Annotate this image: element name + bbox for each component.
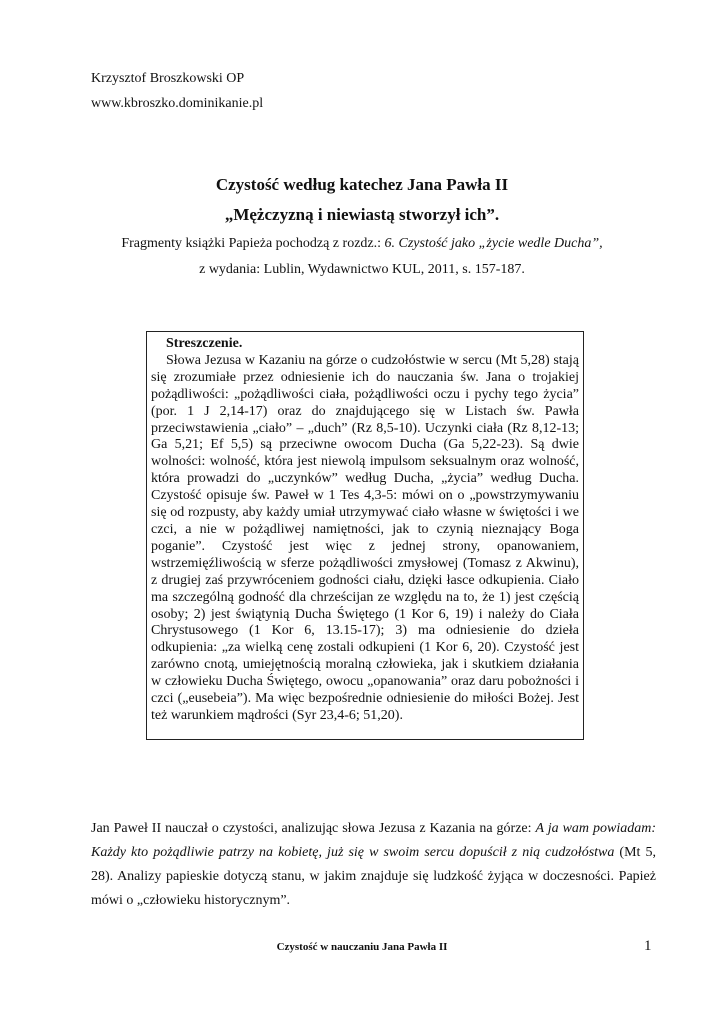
body-quote: A ja wam powiadam: Każdy kto pożądliwie patrzy na kobietę, już się w swoim sercu dopuścił z nią cudzołóstwa bbox=[91, 821, 656, 860]
author-name: Krzysztof Broszkowski OP bbox=[91, 71, 245, 86]
source-prefix: Fragmenty książki Papieża pochodzą z rozdz.: bbox=[121, 236, 385, 251]
body-after-quote: (Mt 5, 28). Analizy papieskie dotyczą stanu, w jakim znajduje się ludzkość żyjąca w doczesności. Papież mówi o „człowieku historycznym”. bbox=[91, 845, 656, 908]
website-url: www.kbroszko.dominikanie.pl bbox=[91, 96, 264, 111]
body-intro: Jan Paweł II nauczał o czystości, analizując słowa Jezusa z Kazania na górze: bbox=[91, 821, 536, 836]
summary-text: Słowa Jezusa w Kazaniu na górze o cudzołóstwie w sercu (Mt 5,28) stają się zrozumiałe przez odniesienie ich do nauczania św. Jana o trojakiej pożądliwości: „pożądliwości ciała, pożądliwości oczu i pychy tego życia” (por. 1 J 2,14-17) oraz do znajdującego się w Listach św. Pawła przeciwstawienia „ciało” – „duch” (Rz 8,5-10). Uczynki ciała (Rz 8,12-13; Ga 5,21; Ef 5,5) są przeciwne owocom Ducha (Ga 5,22-23). Są dwie wolności: wolność, która jest niewolą impulsom seksualnym oraz wolność, która prowadzi do „uczynków” według Ducha, „życia” według Ducha. Czystość opisuje św. Paweł w 1 Tes 4,3-5: mówi on o „powstrzymywaniu się od rozpusty, aby każdy umiał utrzymywać ciało własne w świętości i we czci, a nie w pożądliwej namiętności, jak to czynią nieznający Boga poganie”. Czystość jest więc z jednej strony, opanowaniem, wstrzemięźliwością w sferze pożądliwości zmysłowej (Tomasz z Akwinu), z drugiej zaś przywróceniem godności ciału, dzięki łasce odkupienia. Ciało ma szczególną godność dla chrześcijan ze względu na to, że 1) jest częścią osoby; 2) jest świątynią Ducha Świętego (1 Kor 6, 19) i należy do Ciała Chrystusowego (1 Kor 6, 13.15-17); 3) ma odniesienie do dzieła odkupienia: „za wielką cenę zostali odkupieni (1 Kor 6, 20). Czystość jest zarówno cnotą, umiejętnością moralną człowieka, jak i skutkiem działania w człowieku Ducha Świętego, owocu „opanowania” oraz daru pobożności i czci („eusebeia”). Ma więc bezpośrednie odniesienie do miłości Bożej. Jest też warunkiem mądrości (Syr 23,4-6; 51,20). bbox=[151, 352, 579, 723]
page-number: 1 bbox=[644, 938, 652, 954]
document-subtitle: „Mężczyzną i niewiastą stworzył ich”. bbox=[224, 205, 500, 224]
body-paragraph bbox=[91, 817, 656, 913]
source-chapter: 6. Czystość jako „życie wedle Ducha”, bbox=[384, 236, 603, 251]
source-note-line2: z wydania: Lublin, Wydawnictwo KUL, 2011, s. 157-187. bbox=[199, 262, 525, 277]
running-footer: Czystość w nauczaniu Jana Pawła II bbox=[276, 941, 448, 953]
source-note-line1 bbox=[0, 235, 724, 253]
document-title: Czystość według katechez Jana Pawła II bbox=[215, 175, 509, 194]
summary-box bbox=[146, 331, 584, 740]
summary-label: Streszczenie. bbox=[166, 336, 243, 351]
